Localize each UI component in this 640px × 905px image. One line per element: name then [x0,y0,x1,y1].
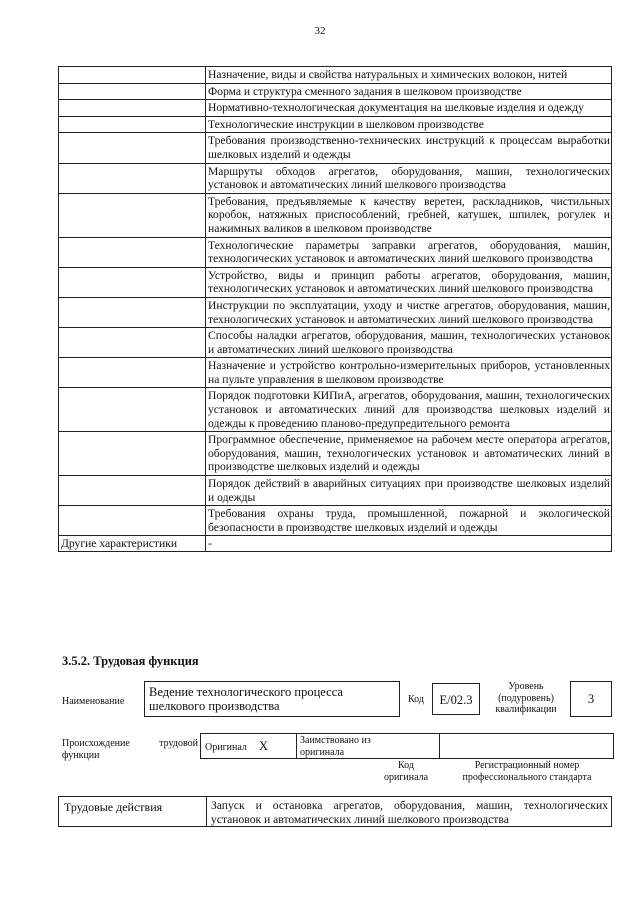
code-label: Код [408,694,424,705]
knowledge-row: Требования охраны труда, промышленной, пожарной и экологической безопасности в производстве шелковых изделий и одежды [58,505,612,535]
knowledge-row: Требования производственно-технических инструкций к процессам выработки шелковых изделий и одежды [58,132,612,162]
knowledge-row: Способы наладки агрегатов, оборудования, машин, технологических установок и автоматических линий шелкового производства [58,327,612,357]
function-name-value: Ведение технологического процесса шелкового производства [149,685,343,713]
code-value: E/02.3 [439,693,473,707]
origin-label: Происхождение трудовой функции [62,738,198,761]
knowledge-row: Порядок подготовки КИПиА, агрегатов, оборудования, машин, технологических установок и автоматических линий для производства шелковых изделий и одежды к проведению планово-предупредительного ремонта [58,387,612,431]
borrowed-label: Заимствовано из оригинала [300,735,371,758]
knowledge-row: Программное обеспечение, применяемое на рабочем месте оператора агрегатов, оборудования, машин, технологических установок и автоматических линий в производстве шелковых изделий и одежды [58,431,612,475]
other-characteristics-row [58,535,612,552]
labor-action-item: Запуск и остановка агрегатов, оборудования, машин, технологических установок и автоматических линий шелкового производства [211,799,608,826]
other-characteristics-value: - [208,537,212,551]
name-label: Наименование [62,696,125,707]
knowledge-row: Маршруты обходов агрегатов, оборудования, машин, технологических установок и автоматических линий шелкового производства [58,163,612,193]
knowledge-row: Технологические инструкции в шелковом производстве [58,116,612,133]
level-value: 3 [587,692,595,706]
knowledge-row: Технологические параметры заправки агрегатов, оборудования, машин, технологических установок и автоматических линий шелкового производства [58,237,612,267]
labor-actions-label: Трудовые действия [64,800,163,814]
knowledge-row: Требования, предъявляемые к качеству веретен, раскладников, чистильных коробок, натяжных приспособлений, гребней, катушек, шпилек, рогулек и нажимных валиков в шелковом производстве [58,193,612,237]
knowledge-row: Форма и структура сменного задания в шелковом производстве [58,83,612,100]
origin-row [200,733,614,759]
knowledge-table [58,66,612,552]
other-characteristics-label: Другие характеристики [61,537,178,551]
knowledge-row: Устройство, виды и принцип работы агрегатов, оборудования, машин, технологических установок и автоматических линий шелкового производства [58,267,612,297]
knowledge-row: Назначение, виды и свойства натуральных и химических волокон, нитей [58,66,612,83]
function-name-box [144,681,400,717]
level-label: Уровень (подуровень) квалификации [495,681,557,715]
registration-caption: Регистрационный номер профессионального стандарта [462,760,592,783]
page-number: 32 [314,25,326,37]
code-origin-caption: Код оригинала [383,760,429,783]
code-box [432,683,480,715]
level-box [570,681,612,717]
knowledge-row: Назначение и устройство контрольно-измерительных приборов, установленных на пульте управления в шелковом производстве [58,357,612,387]
knowledge-row: Нормативно-технологическая документация на шелковые изделия и одежду [58,99,612,116]
section-title: 3.5.2. Трудовая функция [62,654,199,668]
knowledge-row: Инструкции по эксплуатации, уходу и чистке агрегатов, оборудования, машин, технологических установок и автоматических линий шелкового производства [58,297,612,327]
knowledge-row: Порядок действий в аварийных ситуациях при производстве шелковых изделий и одежды [58,475,612,505]
original-label: Оригинал [205,742,247,753]
original-mark: X [259,739,269,753]
labor-actions-table [58,796,612,827]
